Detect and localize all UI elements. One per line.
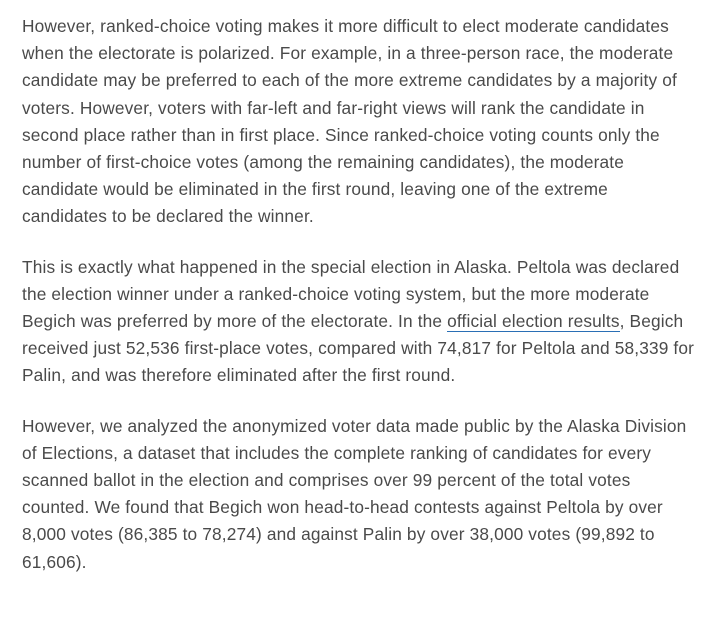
paragraph-alaska-special-election <box>22 254 696 390</box>
paragraph-2-text-before-link: This is exactly what happened in the special election in Alaska. Peltola was declared the election winner under a ranked-choice voting system, but the more moderate Begich was preferred by more of the electorate. In the <box>22 256 680 332</box>
paragraph-ranked-choice-moderates: However, ranked-choice voting makes it more difficult to elect moderate candidates when the electorate is polarized. For example, in a three-person race, the moderate candidate may be preferred to each of the more extreme candidates by a majority of voters. However, voters with far-left and far-right views will rank the candidate in second place rather than in first place. Since ranked-choice voting counts only the number of first-choice votes (among the remaining candidates), the moderate candidate would be eliminated in the first round, leaving one of the extreme candidates to be declared the winner. <box>22 16 677 227</box>
official-election-results-link[interactable]: official election results <box>447 311 620 332</box>
paragraph-voter-data-analysis: However, we analyzed the anonymized voter data made public by the Alaska Division of Elections, a dataset that includes the complete ranking of candidates for every scanned ballot in the election and comprises over 99 percent of the total votes counted. We found that Begich won head-to-head contests against Peltola by over 8,000 votes (86,385 to 78,274) and against Palin by over 38,000 votes (99,892 to 61,606). <box>22 415 687 572</box>
paragraph-2-text-after-link: , Begich received just 52,536 first-place votes, compared with 74,817 for Peltola and 58,339 for Palin, and was therefore eliminated after the first round. <box>22 311 695 386</box>
